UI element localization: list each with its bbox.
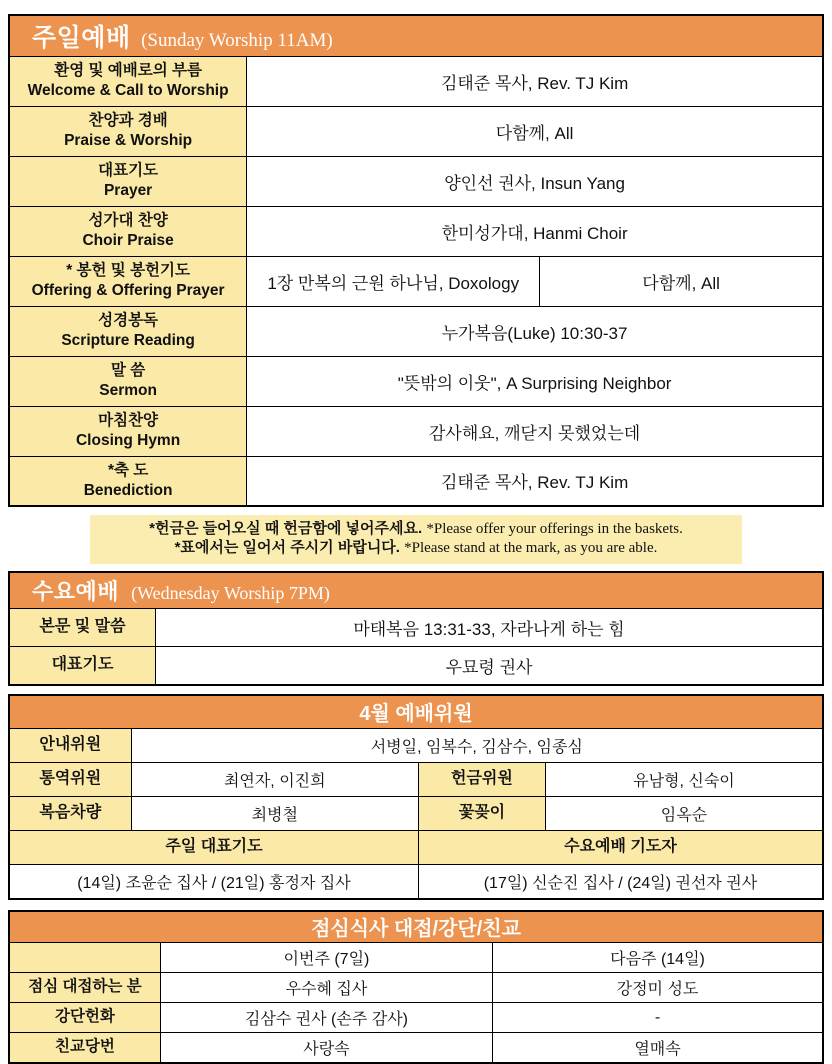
sunday-title-korean: 주일예배 (32, 23, 131, 52)
row-label-interpreters: 통역위원 (9, 763, 131, 797)
chancel-flowers-next-week: - (493, 1003, 824, 1033)
table-row (9, 609, 823, 647)
table-row (9, 256, 823, 306)
table-row (9, 156, 823, 206)
committee-section-header: 4월 예배위원 (9, 695, 823, 729)
value-wednesday-prayer-leaders: (17일) 신순진 집사 / (24일) 권선자 권사 (418, 865, 823, 899)
row-value-benediction: 김태준 목사, Rev. TJ Kim (247, 456, 823, 506)
row-label-sermon (9, 356, 247, 406)
table-row (9, 943, 823, 973)
note-1-english: *Please offer your offerings in the baskets. (426, 521, 683, 537)
label-korean: 마침찬양 (98, 411, 159, 429)
sunday-title-english: (Sunday Worship 11AM) (141, 29, 333, 51)
label-korean: 찬양과 경배 (88, 111, 168, 129)
row-label-benediction (9, 456, 247, 506)
label-english: Choir Praise (82, 232, 174, 249)
header-sunday-prayer-leaders: 주일 대표기도 (9, 831, 418, 865)
label-english: Sermon (99, 382, 157, 399)
table-row (9, 831, 823, 865)
row-label-lunch-host: 점심 대접하는 분 (9, 973, 160, 1003)
row-label-offering (9, 256, 247, 306)
row-value-text-message: 마태복음 13:31-33, 자라나게 하는 힘 (156, 609, 823, 647)
table-row (9, 729, 823, 763)
row-label-choir-praise (9, 206, 247, 256)
label-korean: 성경봉독 (98, 311, 159, 329)
label-english: Closing Hymn (75, 432, 181, 449)
label-korean: *축 도 (107, 461, 149, 479)
row-label-text-message: 본문 및 말씀 (9, 609, 156, 647)
note-line-2 (94, 539, 738, 558)
lunch-host-this-week: 우수혜 집사 (160, 973, 492, 1003)
col-header-next-week: 다음주 (14일) (493, 943, 824, 973)
table-row (9, 1003, 823, 1033)
row-label-chancel-flowers: 강단헌화 (9, 1003, 160, 1033)
label-english: Benediction (83, 481, 173, 499)
label-korean: 대표기도 (98, 161, 159, 179)
table-row (9, 647, 823, 685)
row-value-interpreters: 최연자, 이진희 (131, 763, 418, 797)
row-label-scripture (9, 306, 247, 356)
col-header-this-week: 이번주 (7일) (160, 943, 492, 973)
label-english: Welcome & Call to Worship (27, 82, 229, 99)
row-value-praise: 다함께, All (247, 106, 823, 156)
lunch-section-header: 점심식사 대접/강단/친교 (9, 911, 823, 943)
table-row (9, 56, 823, 106)
lunch-fellowship-table (8, 910, 824, 1064)
row-label-ushers: 안내위원 (9, 729, 131, 763)
row-label-offering-committee: 헌금위원 (418, 763, 545, 797)
row-value-wed-prayer: 우묘령 권사 (156, 647, 823, 685)
note-2-english: *Please stand at the mark, as you are able. (404, 539, 658, 556)
fellowship-duty-this-week: 사랑속 (160, 1033, 492, 1063)
april-committee-table (8, 694, 824, 900)
label-english: Prayer (103, 182, 153, 199)
wednesday-worship-table (8, 571, 824, 686)
label-english: Offering & Offering Prayer (31, 282, 225, 299)
note-1-korean: *헌금은 들어오실 때 헌금함에 넣어주세요. (149, 520, 423, 537)
row-label-closing-hymn (9, 406, 247, 456)
sunday-section-header (9, 15, 823, 56)
table-row (9, 973, 823, 1003)
row-value-sermon: "뜻밖의 이웃", A Surprising Neighbor (247, 356, 823, 406)
lunch-corner-cell (9, 943, 160, 973)
row-label-prayer (9, 156, 247, 206)
table-row (9, 356, 823, 406)
row-value-scripture: 누가복음(Luke) 10:30-37 (247, 306, 823, 356)
table-row (9, 406, 823, 456)
row-value-prayer: 양인선 권사, Insun Yang (247, 156, 823, 206)
row-value-choir-praise: 한미성가대, Hanmi Choir (247, 206, 823, 256)
row-label-gospel-van: 복음차량 (9, 797, 131, 831)
table-row (9, 456, 823, 506)
table-row (9, 1033, 823, 1063)
row-value-gospel-van: 최병철 (131, 797, 418, 831)
row-value-closing-hymn: 감사해요, 깨닫지 못했었는데 (247, 406, 823, 456)
row-label-flowers: 꽃꽂이 (418, 797, 545, 831)
label-korean: 환영 및 예배로의 부름 (54, 61, 202, 79)
table-row (9, 797, 823, 831)
fellowship-duty-next-week: 열매속 (493, 1033, 824, 1063)
table-row (9, 763, 823, 797)
lunch-header-row (9, 911, 823, 943)
table-row (9, 106, 823, 156)
row-value-flowers: 임옥순 (545, 797, 823, 831)
row-value-offering-committee: 유남형, 신숙이 (545, 763, 823, 797)
wednesday-header-row (9, 572, 823, 609)
row-label-fellowship-duty: 친교당번 (9, 1033, 160, 1063)
committee-header-row (9, 695, 823, 729)
table-row (9, 865, 823, 899)
row-value-welcome: 김태준 목사, Rev. TJ Kim (247, 56, 823, 106)
wednesday-title-english: (Wednesday Worship 7PM) (131, 582, 330, 603)
offering-stand-notes (90, 515, 742, 564)
value-sunday-prayer-leaders: (14일) 조윤순 집사 / (21일) 홍정자 집사 (9, 865, 418, 899)
label-english: Scripture Reading (61, 332, 195, 349)
row-label-praise (9, 106, 247, 156)
table-row (9, 206, 823, 256)
row-label-wed-prayer: 대표기도 (9, 647, 156, 685)
header-wednesday-prayer-leaders: 수요예배 기도자 (418, 831, 823, 865)
table-row (9, 306, 823, 356)
sunday-worship-table (8, 14, 824, 507)
lunch-host-next-week: 강정미 성도 (493, 973, 824, 1003)
note-line-1 (94, 520, 738, 539)
label-korean: 성가대 찬양 (88, 211, 168, 229)
row-value-ushers: 서병일, 임복수, 김삼수, 임종심 (131, 729, 823, 763)
sunday-header-row (9, 15, 823, 56)
wednesday-title-korean: 수요예배 (32, 578, 120, 604)
label-korean: * 봉헌 및 봉헌기도 (66, 261, 190, 279)
chancel-flowers-this-week: 김삼수 권사 (손주 감사) (160, 1003, 492, 1033)
wednesday-section-header (9, 572, 823, 609)
label-korean: 말 씀 (110, 361, 146, 379)
row-label-welcome (9, 56, 247, 106)
row-value-offering-by: 다함께, All (540, 256, 823, 306)
label-english: Praise & Worship (64, 132, 193, 149)
note-2-korean: *표에서는 일어서 주시기 바랍니다. (174, 538, 400, 556)
row-value-offering-song: 1장 만복의 근원 하나님, Doxology (247, 256, 540, 306)
